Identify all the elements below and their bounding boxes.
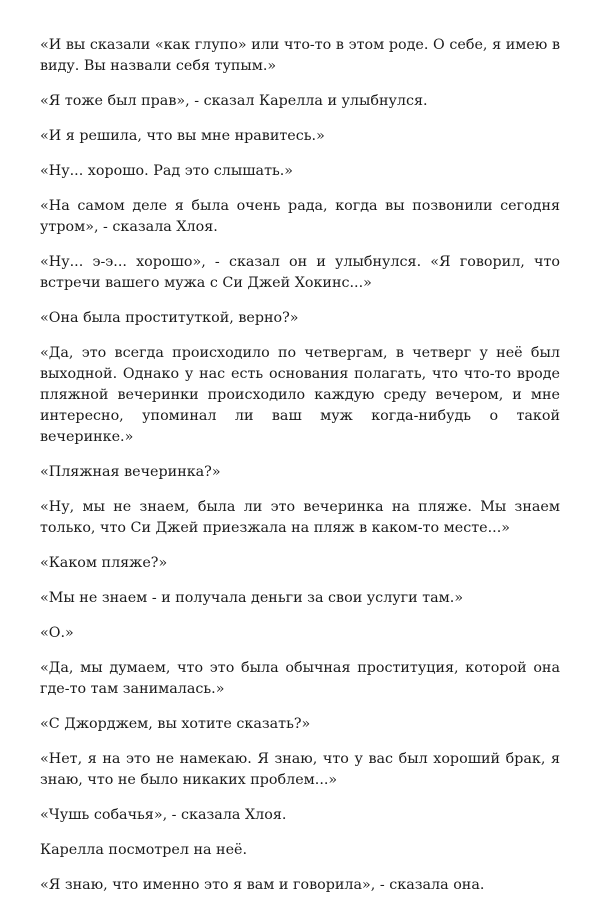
document-page [40, 35, 560, 910]
paragraph-1: «И вы сказали «как глупо» или что-то в этом роде. О себе, я имею в виду. Вы назвали себя тупым.» [40, 37, 560, 74]
paragraph-6: «Ну... э-э... хорошо», - сказал он и улыбнулся. «Я говорил, что встречи вашего мужа с Си Джей Хокинс...» [40, 254, 560, 291]
paragraph-3: «И я решила, что вы мне нравитесь.» [40, 128, 325, 144]
paragraph-9: «Пляжная вечеринка?» [40, 464, 221, 480]
paragraph-15: «С Джорджем, вы хотите сказать?» [40, 716, 311, 732]
paragraph-11: «Каком пляже?» [40, 555, 168, 571]
paragraph-13: «О.» [40, 625, 74, 641]
paragraph-19: «Я знаю, что именно это я вам и говорила», - сказала она. [40, 877, 485, 893]
paragraph-5: «На самом деле я была очень рада, когда вы позвонили сегодня утром», - сказала Хлоя. [40, 198, 560, 235]
paragraph-12: «Мы не знаем - и получала деньги за свои услуги там.» [40, 590, 464, 606]
paragraph-7: «Она была проституткой, верно?» [40, 310, 299, 326]
paragraph-4: «Ну... хорошо. Рад это слышать.» [40, 163, 294, 179]
paragraph-2: «Я тоже был прав», - сказал Карелла и улыбнулся. [40, 93, 428, 109]
paragraph-17: «Чушь собачья», - сказала Хлоя. [40, 807, 287, 823]
paragraph-10: «Ну, мы не знаем, была ли это вечеринка на пляже. Мы знаем только, что Си Джей приезжала на пляж в каком-то месте...» [40, 499, 560, 536]
paragraph-8: «Да, это всегда происходило по четвергам, в четверг у неё был выходной. Однако у нас есть основания полагать, что что-то вроде пляжной вечеринки происходило каждую среду вечером, и мне интересно, упоминал ли ваш муж когда-нибудь о такой вечеринке.» [40, 345, 560, 445]
paragraph-16: «Нет, я на это не намекаю. Я знаю, что у вас был хороший брак, я знаю, что не было никаких проблем...» [40, 751, 560, 788]
paragraph-14: «Да, мы думаем, что это была обычная проституция, которой она где-то там занималась.» [40, 660, 560, 697]
paragraph-18: Карелла посмотрел на неё. [40, 842, 248, 858]
